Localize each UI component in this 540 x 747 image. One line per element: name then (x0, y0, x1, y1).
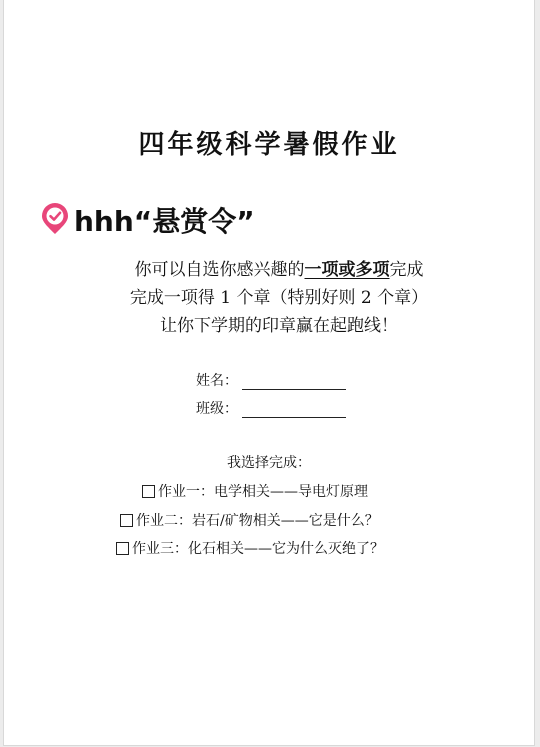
location-check-icon (38, 203, 72, 237)
bounty-heading-text: hhh“悬赏令” (74, 205, 255, 238)
intro-text (44, 256, 514, 340)
name-field (196, 370, 346, 390)
bounty-heading (38, 198, 255, 242)
task-item-1 (142, 481, 368, 501)
choose-label: 我选择完成： (227, 455, 311, 471)
task-label-3: 作业三：化石相关——它为什么灭绝了？ (132, 541, 384, 557)
page-title: 四年级科学暑假作业 (138, 130, 400, 160)
intro-line-2: 完成一项得 1 个章（特别好则 2 个章） (129, 288, 429, 308)
intro-line-3: 让你下学期的印章赢在起跑线！ (160, 316, 398, 336)
document-page (4, 0, 534, 745)
task-item-2 (120, 510, 379, 530)
class-field (196, 398, 346, 418)
name-label: 姓名： (196, 373, 238, 389)
checkbox-icon (116, 542, 129, 555)
task-label-2: 作业二：岩石/矿物相关——它是什么？ (136, 513, 379, 529)
class-blank-line (242, 402, 346, 418)
name-blank-line (242, 374, 346, 390)
task-label-1: 作业一：电学相关——导电灯原理 (158, 484, 368, 500)
intro-emphasis: 一项或多项 (304, 260, 390, 280)
checkbox-icon (142, 485, 155, 498)
class-label: 班级： (196, 401, 238, 417)
intro-line-1: 你可以自选你感兴趣的一项或多项完成 (134, 260, 424, 280)
checkbox-icon (120, 514, 133, 527)
task-item-3 (116, 538, 384, 558)
